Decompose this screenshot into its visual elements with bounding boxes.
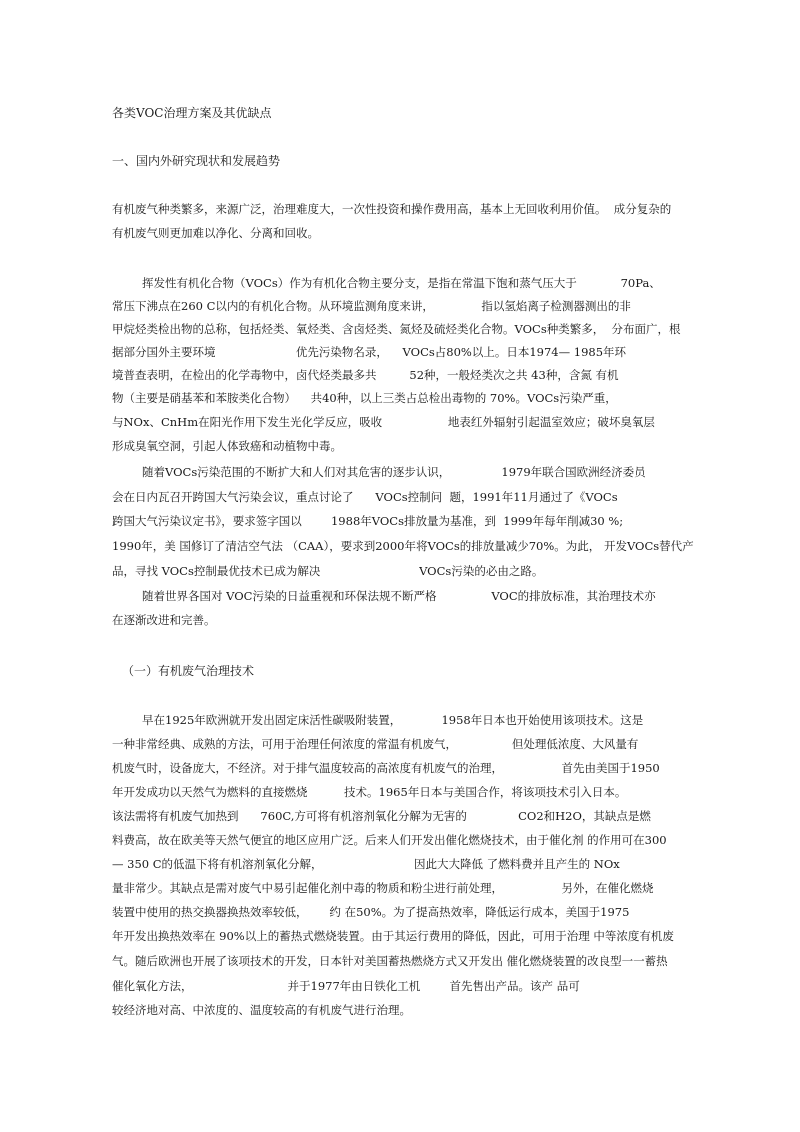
paragraph-line: 有机废气种类繁多，来源广泛，治理难度大，一次性投资和操作费用高，基本上无回收利用价值。 成分复杂的 — [112, 202, 672, 216]
paragraph-line: 常压下沸点在260 C以内的有机化合物。从环境监测角度来讲， 指以氢焰离子检测器测出的非 — [112, 299, 631, 313]
paragraph-line: 装置中使用的热交换器换热效率较低， 约 在50%。为了提高热效率，降低运行成本，美国于1975 — [112, 905, 630, 919]
paragraph-line: 与NOx、CnHm在阳光作用下发生光化学反应，吸收 地表红外辐射引起温室效应；破坏臭氧层 — [112, 415, 655, 429]
paragraph-line: 物（主要是硝基苯和苯胺类化合物） 共40种，以上三类占总检出毒物的 70%。VOCs污染严重， — [112, 391, 617, 405]
paragraph-line: 会在日内瓦召开跨国大气污染会议，重点讨论了 VOCs控制问 题，1991年11月通过了《VOCs — [112, 490, 618, 504]
paragraph-line: 跨国大气污染议定书》，要求签字国以 1988年VOCs排放量为基准，到 1999年每年削减30 %; — [112, 514, 624, 528]
paragraph-line: — 350 C的低温下将有机溶剂氧化分解， 因此大大降低 了燃料费并且产生的 NOx — [112, 857, 620, 871]
paragraph-line: 该法需将有机废气加热到 760C,方可将有机溶剂氧化分解为无害的 CO2和H2O，其缺点是燃 — [112, 809, 651, 823]
paragraph-line: 甲烷烃类检出物的总称，包括烃类、氧烃类、含卤烃类、氮烃及硫烃类化合物。VOCs种类繁多， 分布面广，根 — [112, 322, 681, 336]
paragraph-line: 较经济地对高、中浓度的、温度较高的有机废气进行治理。 — [112, 1003, 411, 1017]
paragraph-line: 境普查表明，在检出的化学毒物中，卤代烃类最多共 52种，一般烃类次之共 43种，含氮 有机 — [112, 368, 619, 382]
paragraph-line: 量非常少。其缺点是需对废气中易引起催化剂中毒的物质和粉尘进行前处理， 另外，在催化燃烧 — [112, 881, 654, 895]
paragraph-line: 早在1925年欧洲就开发出固定床活性碳吸附装置， 1958年日本也开始使用该项技术。这是 — [142, 713, 644, 727]
subsection-heading-treatment-technology: （一）有机废气治理技术 — [122, 664, 255, 678]
paragraph-line: 挥发性有机化合物（VOCs）作为有机化合物主要分支，是指在常温下饱和蒸气压大于 70Pa、 — [142, 276, 661, 290]
paragraph-line: 品，寻找 VOCs控制最优技术已成为解决 VOCs污染的必由之路。 — [112, 564, 544, 578]
paragraph-line: 1990年，美 国修订了清洁空气法 （CAA），要求到2000年将VOCs的排放量减少70%。为此， 开发VOCs替代产 — [112, 539, 694, 553]
paragraph-line: 一种非常经典、成熟的方法，可用于治理任何浓度的常温有机废气， 但处理低浓度、大风量有 — [112, 737, 639, 751]
document-title: 各类VOC治理方案及其优缺点 — [112, 106, 272, 120]
section-heading-research-status: 一、国内外研究现状和发展趋势 — [112, 154, 281, 168]
paragraph-line: 据部分国外主要环境 优先污染物名录， VOCs占80%以上。日本1974— 1985年环 — [112, 345, 627, 359]
paragraph-line: 随着VOCs污染范围的不断扩大和人们对其危害的逐步认识， 1979年联合国欧洲经济委员 — [142, 465, 646, 479]
paragraph-line: 机废气时，设备庞大，不经济。对于排气温度较高的高浓度有机废气的治理， 首先由美国于1950 — [112, 761, 660, 775]
paragraph-line: 随着世界各国对 VOC污染的日益重视和环保法规不断严格 VOC的排放标准，其治理技术亦 — [142, 589, 656, 603]
paragraph-line: 年开发成功以天然气为燃料的直接燃烧 技术。1965年日本与美国合作，将该项技术引入日本。 — [112, 785, 627, 799]
paragraph-line: 在逐渐改进和完善。 — [112, 613, 216, 627]
paragraph-line: 催化氧化方法， 并于1977年由日铁化工机 首先售出产品。该产 品可 — [112, 979, 580, 993]
paragraph-line: 年开发出换热效率在 90%以上的蓄热式燃烧装置。由于其运行费用的降低，因此，可用于治理 中等浓度有机废 — [112, 929, 674, 943]
paragraph-line: 气。随后欧洲也开展了该项技术的开发，日本针对美国蓄热燃烧方式又开发出 催化燃烧装置的改良型一一蓄热 — [112, 954, 668, 968]
paragraph-line: 料费高，故在欧美等天然气便宜的地区应用广泛。后来人们开发出催化燃烧技术，由于催化剂 的作用可在300 — [112, 833, 667, 847]
paragraph-line: 形成臭氧空洞，引起人体致癌和动植物中毒。 — [112, 439, 342, 453]
paragraph-line: 有机废气则更加难以净化、分离和回收。 — [112, 226, 319, 240]
